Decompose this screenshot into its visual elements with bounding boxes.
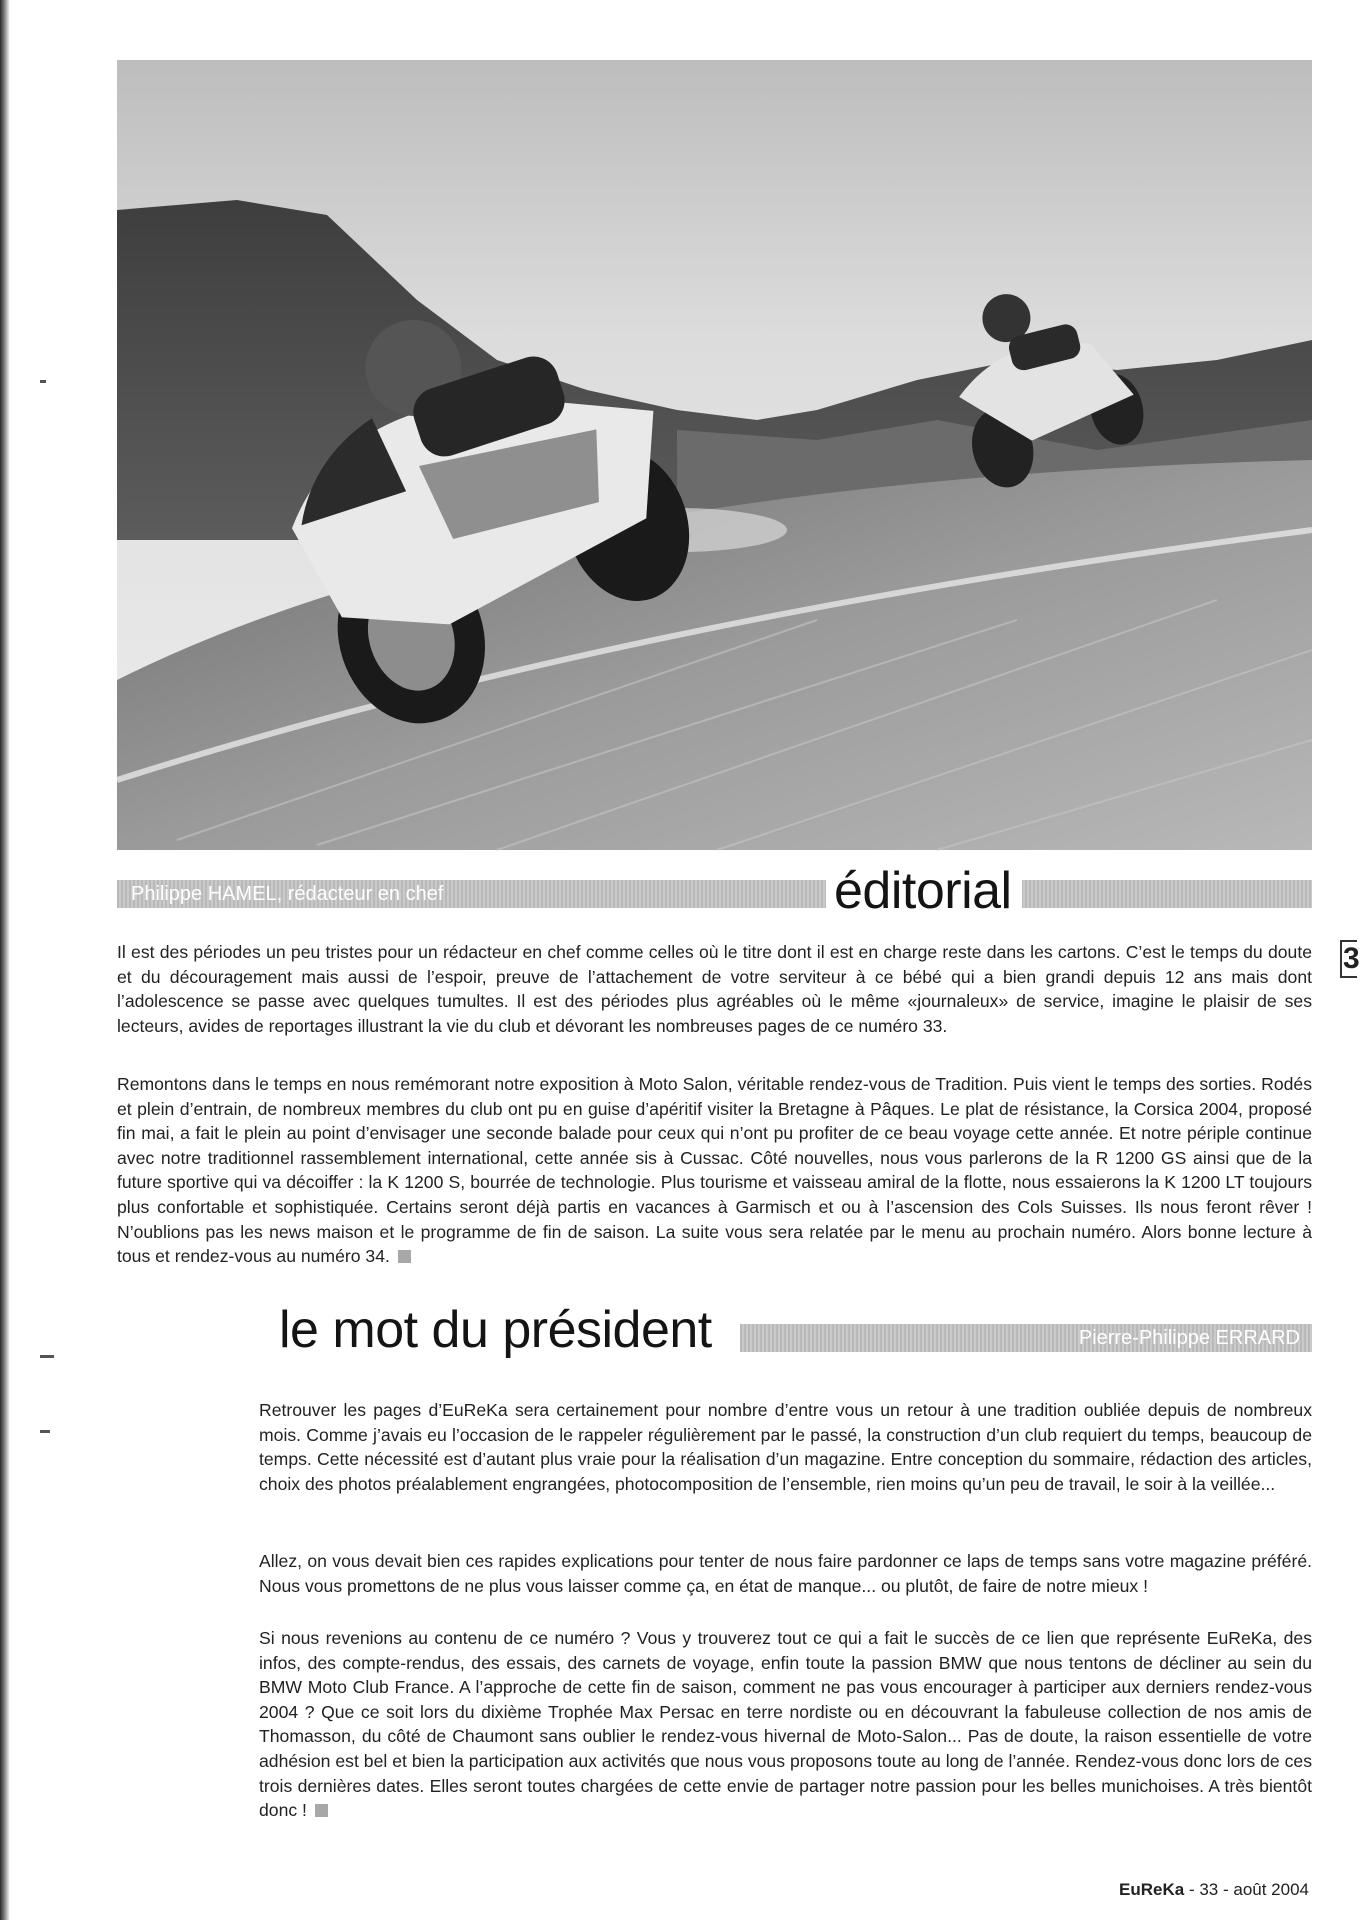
motorcycle-photo bbox=[117, 60, 1312, 850]
editorial-byline: Philippe HAMEL, rédacteur en chef bbox=[131, 883, 444, 905]
footer-issue-date: - 33 - août 2004 bbox=[1184, 1880, 1309, 1899]
page-footer bbox=[1119, 1880, 1309, 1900]
footer-brand: EuReKa bbox=[1119, 1880, 1185, 1899]
editorial-paragraph bbox=[117, 1072, 1312, 1269]
president-paragraph: Retrouver les pages d’EuReKa sera certainement pour nombre d’entre vous un retour à une tradition oubliée depuis de nombreux mois. Comme j’avais eu l’occasion de le rappeler régulièrement par le passé, la construction d’un club requiert du temps, beaucoup de temps. Cette nécessité est d’autant plus vraie pour la réalisation d’un magazine. Entre conception du sommaire, rédaction des articles, choix des photos préalablement engrangées, photocomposition de l’ensemble, rien moins qu’un peu de travail, le soir à la veillée... bbox=[259, 1400, 1312, 1494]
president-paragraph: Allez, on vous devait bien ces rapides explications pour tenter de nous faire pardonner ce laps de temps sans votre magazine préféré. Nous vous promettons de ne plus vous laisser comme ça, en état de manque... ou plutôt, de faire de notre mieux ! bbox=[259, 1551, 1312, 1596]
scan-mark bbox=[40, 380, 46, 383]
president-title: le mot du président bbox=[279, 1301, 712, 1359]
end-mark bbox=[315, 1804, 328, 1817]
president-byline: Pierre-Philippe ERRARD bbox=[1078, 1327, 1300, 1349]
president-paragraph-text: Si nous revenions au contenu de ce numéro ? Vous y trouverez tout ce qui a fait le succès de ce lien que représente EuReKa, des infos, des compte-rendus, des essais, des carnets de voyage, enfin toute la passion BMW que nous tentons de décliner au sein du BMW Moto Club France. A l’approche de cette fin de saison, comment ne pas vous encourager à participer aux derniers rendez-vous 2004 ? Que ce soit lors du dixième Trophée Max Persac en terre nordiste ou en découvrant la fabuleuse collection de nos amis de Thomasson, du côté de Chaumont sans oublier le rendez-vous hivernal de Moto-Salon... Pas de doute, la raison essentielle de votre adhésion est bel et bien la participation aux activités que nous vous proposons toute au long de l’année. Rendez-vous donc lors de ces trois dernières dates. Elles seront toutes chargées de cette envie de partager notre passion pour les belles munichoises. A très bientôt donc ! bbox=[259, 1628, 1312, 1821]
scan-edge bbox=[0, 0, 10, 1920]
president-paragraph bbox=[259, 1626, 1312, 1823]
end-mark bbox=[398, 1250, 411, 1263]
editorial-paragraph: Il est des périodes un peu tristes pour un rédacteur en chef comme celles où le titre dont il est en charge reste dans les cartons. C’est le temps du doute et du découragement mais aussi de l’espoir, preuve de l’attachement de votre serviteur à ce bébé qui a bien grandi depuis 12 ans mais dont l’adolescence se passe avec quelques tumultes. Il est des périodes plus agréables où le même «journaleux» de service, imagine le plaisir de ses lecteurs, avides de reportages illustrant la vie du club et dévorant les nombreuses pages de ce numéro 33. bbox=[117, 942, 1312, 1036]
editorial-paragraph-text: Remontons dans le temps en nous remémorant notre exposition à Moto Salon, véritable rendez-vous de Tradition. Puis vient le temps des sorties. Rodés et plein d’entrain, de nombreux membres du club ont pu en guise d’apéritif visiter la Bretagne à Pâques. Le plat de résistance, la Corsica 2004, proposé fin mai, a fait le plein au point d’envisager une seconde balade pour ceux qui n’ont pu profiter de ce beau voyage cette année. Et notre périple continue avec notre traditionnel rassemblement international, cette année sis à Cussac. Côté nouvelles, nous vous parlerons de la R 1200 GS ainsi que de la future sportive qui va décoiffer : la K 1200 S, bourrée de technologie. Plus tourisme et vaisseau amiral de la flotte, nous essaierons la K 1200 LT toujours plus confortable et sophistiquée. Certains seront déjà partis en vacances à Garmisch et ou à l’ascension des Cols Suisses. Ils nous feront rêver ! N’oublions pas les news maison et le programme de fin de saison. La suite vous sera relatée par le menu au prochain numéro. Alors bonne lecture à tous et rendez-vous au numéro 34. bbox=[117, 1074, 1312, 1267]
page-number-tab: 3 bbox=[1340, 940, 1357, 978]
editorial-title: éditorial bbox=[826, 862, 1022, 920]
scan-mark bbox=[40, 1430, 50, 1433]
editorial-header-bar bbox=[117, 880, 1312, 908]
scan-mark bbox=[40, 1355, 54, 1358]
president-header-bar bbox=[740, 1324, 1312, 1352]
